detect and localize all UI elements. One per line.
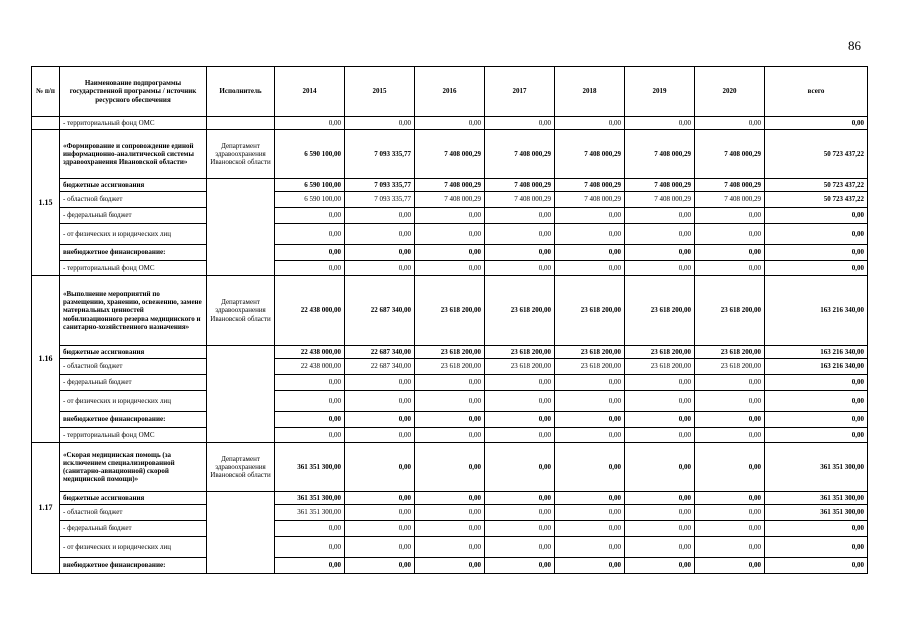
- funding-source-label: - областной бюджет: [60, 359, 207, 375]
- value-cell: 0,00: [345, 391, 415, 412]
- value-cell: 23 618 200,00: [625, 359, 695, 375]
- total-cell: 163 216 340,00: [765, 346, 868, 359]
- table-body: [32, 117, 868, 574]
- row-label: - территориальный фонд ОМС: [60, 117, 207, 130]
- total-cell: 361 351 300,00: [765, 443, 868, 492]
- value-cell: 23 618 200,00: [625, 346, 695, 359]
- value-cell: 23 618 200,00: [485, 276, 555, 346]
- value-cell: 0,00: [695, 428, 765, 443]
- value-cell: 0,00: [555, 537, 625, 558]
- value-cell: 0,00: [345, 375, 415, 391]
- value-cell: 6 590 100,00: [275, 179, 345, 192]
- value-cell: 7 408 000,29: [415, 192, 485, 208]
- total-cell: 0,00: [765, 208, 868, 224]
- value-cell: 7 408 000,29: [695, 130, 765, 179]
- table-row: [32, 224, 868, 245]
- header-num: № п/п: [32, 67, 60, 117]
- value-cell: 0,00: [485, 117, 555, 130]
- value-cell: 0,00: [625, 443, 695, 492]
- table-header-row: [32, 67, 868, 117]
- value-cell: 6 590 100,00: [275, 192, 345, 208]
- total-cell: 0,00: [765, 558, 868, 574]
- value-cell: 0,00: [415, 443, 485, 492]
- executor-cell: Департамент здравоохранения Ивановской области: [207, 443, 275, 492]
- header-year: 2018: [555, 67, 625, 117]
- value-cell: 0,00: [345, 224, 415, 245]
- value-cell: 0,00: [625, 261, 695, 276]
- total-cell: 0,00: [765, 428, 868, 443]
- executor-empty-cell: [207, 492, 275, 574]
- value-cell: 7 408 000,29: [625, 179, 695, 192]
- value-cell: 23 618 200,00: [485, 346, 555, 359]
- value-cell: 0,00: [345, 537, 415, 558]
- value-cell: 0,00: [695, 117, 765, 130]
- row-num-cell: [32, 117, 60, 130]
- total-cell: 0,00: [765, 261, 868, 276]
- table-row: [32, 359, 868, 375]
- value-cell: 0,00: [485, 492, 555, 505]
- value-cell: 22 687 340,00: [345, 346, 415, 359]
- value-cell: 23 618 200,00: [415, 346, 485, 359]
- value-cell: 0,00: [345, 412, 415, 428]
- value-cell: 0,00: [485, 412, 555, 428]
- value-cell: 0,00: [345, 443, 415, 492]
- value-cell: 7 408 000,29: [625, 192, 695, 208]
- value-cell: 0,00: [485, 224, 555, 245]
- executor-cell: Департамент здравоохранения Ивановской области: [207, 276, 275, 346]
- value-cell: 0,00: [485, 375, 555, 391]
- value-cell: 0,00: [345, 117, 415, 130]
- funding-source-label: - от физических и юридических лиц: [60, 537, 207, 558]
- header-total: всего: [765, 67, 868, 117]
- value-cell: 0,00: [555, 245, 625, 261]
- header-year: 2020: [695, 67, 765, 117]
- value-cell: 0,00: [695, 505, 765, 521]
- value-cell: 0,00: [345, 245, 415, 261]
- funding-source-label: бюджетные ассигнования: [60, 492, 207, 505]
- funding-source-label: - территориальный фонд ОМС: [60, 428, 207, 443]
- value-cell: 0,00: [485, 443, 555, 492]
- value-cell: 0,00: [485, 428, 555, 443]
- funding-source-label: - федеральный бюджет: [60, 521, 207, 537]
- value-cell: 0,00: [695, 537, 765, 558]
- value-cell: 0,00: [625, 208, 695, 224]
- table-row: [32, 558, 868, 574]
- executor-cell: [207, 117, 275, 130]
- value-cell: 6 590 100,00: [275, 130, 345, 179]
- subprogram-name: «Скорая медицинская помощь (за исключением специализированной (санитарно-авиационной) скорой медицинской помощи)»: [60, 443, 207, 492]
- value-cell: 7 408 000,29: [485, 130, 555, 179]
- value-cell: 23 618 200,00: [695, 346, 765, 359]
- value-cell: 0,00: [485, 537, 555, 558]
- value-cell: 0,00: [625, 375, 695, 391]
- value-cell: 23 618 200,00: [555, 276, 625, 346]
- value-cell: 7 093 335,77: [345, 130, 415, 179]
- value-cell: 0,00: [415, 521, 485, 537]
- value-cell: 7 408 000,29: [555, 192, 625, 208]
- value-cell: 0,00: [555, 224, 625, 245]
- value-cell: 7 408 000,29: [695, 179, 765, 192]
- value-cell: 0,00: [275, 117, 345, 130]
- value-cell: 361 351 300,00: [275, 492, 345, 505]
- value-cell: 0,00: [625, 492, 695, 505]
- header-year: 2015: [345, 67, 415, 117]
- table-row: [32, 245, 868, 261]
- executor-empty-cell: [207, 346, 275, 443]
- value-cell: 23 618 200,00: [415, 359, 485, 375]
- value-cell: 7 408 000,29: [415, 179, 485, 192]
- header-year: 2014: [275, 67, 345, 117]
- value-cell: 0,00: [485, 261, 555, 276]
- funding-source-label: - областной бюджет: [60, 192, 207, 208]
- value-cell: 0,00: [625, 428, 695, 443]
- value-cell: 0,00: [415, 428, 485, 443]
- value-cell: 0,00: [485, 391, 555, 412]
- value-cell: 22 687 340,00: [345, 276, 415, 346]
- subprogram-name: «Формирование и сопровождение единой информационно-аналитической системы здравоохранения Ивановской области»: [60, 130, 207, 179]
- value-cell: 0,00: [485, 558, 555, 574]
- total-cell: 0,00: [765, 375, 868, 391]
- value-cell: 0,00: [555, 521, 625, 537]
- value-cell: 0,00: [625, 224, 695, 245]
- total-cell: 361 351 300,00: [765, 505, 868, 521]
- value-cell: 0,00: [695, 443, 765, 492]
- value-cell: 0,00: [275, 208, 345, 224]
- subprogram-row: [32, 276, 868, 346]
- total-cell: 0,00: [765, 412, 868, 428]
- value-cell: 0,00: [625, 521, 695, 537]
- table-row: [32, 346, 868, 359]
- value-cell: 7 408 000,29: [625, 130, 695, 179]
- value-cell: 7 093 335,77: [345, 192, 415, 208]
- value-cell: 0,00: [695, 492, 765, 505]
- value-cell: 0,00: [345, 208, 415, 224]
- table-row: [32, 492, 868, 505]
- value-cell: 0,00: [695, 375, 765, 391]
- value-cell: 0,00: [275, 224, 345, 245]
- value-cell: 23 618 200,00: [625, 276, 695, 346]
- value-cell: 0,00: [695, 412, 765, 428]
- value-cell: 7 408 000,29: [555, 179, 625, 192]
- budget-table: [31, 66, 868, 574]
- table-row: [32, 412, 868, 428]
- value-cell: 0,00: [275, 261, 345, 276]
- value-cell: 0,00: [415, 375, 485, 391]
- value-cell: 361 351 300,00: [275, 443, 345, 492]
- funding-source-label: - от физических и юридических лиц: [60, 391, 207, 412]
- table-row: [32, 428, 868, 443]
- table-row: [32, 261, 868, 276]
- value-cell: 7 408 000,29: [415, 130, 485, 179]
- value-cell: 7 408 000,29: [555, 130, 625, 179]
- value-cell: 22 438 000,00: [275, 346, 345, 359]
- funding-source-label: - федеральный бюджет: [60, 208, 207, 224]
- table-row: [32, 391, 868, 412]
- value-cell: 0,00: [275, 412, 345, 428]
- value-cell: 22 438 000,00: [275, 276, 345, 346]
- value-cell: 0,00: [415, 412, 485, 428]
- table-row: [32, 505, 868, 521]
- total-cell: 0,00: [765, 245, 868, 261]
- value-cell: 0,00: [415, 245, 485, 261]
- value-cell: 0,00: [275, 521, 345, 537]
- value-cell: 0,00: [695, 391, 765, 412]
- value-cell: 0,00: [555, 412, 625, 428]
- value-cell: 0,00: [485, 521, 555, 537]
- table-row: [32, 521, 868, 537]
- table-row: [32, 208, 868, 224]
- value-cell: 7 408 000,29: [695, 192, 765, 208]
- value-cell: 0,00: [555, 117, 625, 130]
- value-cell: 0,00: [415, 208, 485, 224]
- total-cell: 163 216 340,00: [765, 276, 868, 346]
- total-cell: 0,00: [765, 521, 868, 537]
- total-cell: 50 723 437,22: [765, 192, 868, 208]
- page-number: 86: [848, 38, 861, 53]
- total-cell: 0,00: [765, 224, 868, 245]
- value-cell: 0,00: [555, 261, 625, 276]
- value-cell: 7 408 000,29: [485, 192, 555, 208]
- header-name: Наименование подпрограммы государственной программы / источник ресурсного обеспечения: [60, 67, 207, 117]
- value-cell: 0,00: [695, 245, 765, 261]
- value-cell: 0,00: [695, 224, 765, 245]
- value-cell: 0,00: [625, 391, 695, 412]
- subprogram-name: «Выполнение мероприятий по размещению, хранению, освежению, замене материальных ценностей мобилизационного резерва медицинского и санитарно-хозяйственного назначения»: [60, 276, 207, 346]
- total-cell: 0,00: [765, 117, 868, 130]
- total-cell: 361 351 300,00: [765, 492, 868, 505]
- value-cell: 0,00: [555, 391, 625, 412]
- value-cell: 0,00: [345, 492, 415, 505]
- funding-source-label: - федеральный бюджет: [60, 375, 207, 391]
- value-cell: 0,00: [555, 375, 625, 391]
- value-cell: 0,00: [345, 505, 415, 521]
- row-number: 1.17: [32, 443, 60, 574]
- value-cell: 0,00: [415, 224, 485, 245]
- value-cell: 0,00: [415, 261, 485, 276]
- value-cell: 0,00: [275, 245, 345, 261]
- value-cell: 0,00: [415, 505, 485, 521]
- value-cell: 0,00: [485, 208, 555, 224]
- total-cell: 163 216 340,00: [765, 359, 868, 375]
- executor-cell: Департамент здравоохранения Ивановской области: [207, 130, 275, 179]
- value-cell: 0,00: [625, 245, 695, 261]
- value-cell: 0,00: [555, 208, 625, 224]
- value-cell: 0,00: [345, 428, 415, 443]
- value-cell: 23 618 200,00: [695, 276, 765, 346]
- value-cell: 361 351 300,00: [275, 505, 345, 521]
- value-cell: 0,00: [555, 558, 625, 574]
- value-cell: 0,00: [415, 391, 485, 412]
- funding-source-label: - от физических и юридических лиц: [60, 224, 207, 245]
- value-cell: 0,00: [275, 391, 345, 412]
- value-cell: 0,00: [625, 412, 695, 428]
- value-cell: 23 618 200,00: [555, 359, 625, 375]
- funding-source-label: - территориальный фонд ОМС: [60, 261, 207, 276]
- value-cell: 0,00: [485, 505, 555, 521]
- value-cell: 0,00: [275, 375, 345, 391]
- value-cell: 0,00: [555, 505, 625, 521]
- value-cell: 0,00: [485, 245, 555, 261]
- header-executor: Исполнитель: [207, 67, 275, 117]
- table-row: [32, 117, 868, 130]
- row-number: 1.15: [32, 130, 60, 276]
- value-cell: 0,00: [415, 492, 485, 505]
- value-cell: 0,00: [345, 521, 415, 537]
- funding-source-label: внебюджетное финансирование:: [60, 412, 207, 428]
- value-cell: 0,00: [695, 521, 765, 537]
- total-cell: 50 723 437,22: [765, 179, 868, 192]
- value-cell: 23 618 200,00: [485, 359, 555, 375]
- value-cell: 23 618 200,00: [695, 359, 765, 375]
- value-cell: 7 408 000,29: [485, 179, 555, 192]
- executor-empty-cell: [207, 179, 275, 276]
- value-cell: 0,00: [415, 558, 485, 574]
- value-cell: 0,00: [275, 537, 345, 558]
- value-cell: 23 618 200,00: [555, 346, 625, 359]
- table-row: [32, 179, 868, 192]
- value-cell: 0,00: [275, 428, 345, 443]
- value-cell: 0,00: [555, 428, 625, 443]
- value-cell: 0,00: [275, 558, 345, 574]
- value-cell: 0,00: [625, 117, 695, 130]
- total-cell: 0,00: [765, 537, 868, 558]
- value-cell: 0,00: [555, 443, 625, 492]
- subprogram-row: [32, 130, 868, 179]
- table-row: [32, 537, 868, 558]
- table-row: [32, 192, 868, 208]
- value-cell: 0,00: [625, 537, 695, 558]
- total-cell: 0,00: [765, 391, 868, 412]
- value-cell: 22 438 000,00: [275, 359, 345, 375]
- total-cell: 50 723 437,22: [765, 130, 868, 179]
- subprogram-row: [32, 443, 868, 492]
- value-cell: 23 618 200,00: [415, 276, 485, 346]
- header-year: 2016: [415, 67, 485, 117]
- value-cell: 0,00: [345, 261, 415, 276]
- value-cell: 7 093 335,77: [345, 179, 415, 192]
- value-cell: 0,00: [695, 558, 765, 574]
- header-year: 2019: [625, 67, 695, 117]
- funding-source-label: - областной бюджет: [60, 505, 207, 521]
- value-cell: 0,00: [625, 558, 695, 574]
- value-cell: 0,00: [695, 261, 765, 276]
- table-row: [32, 375, 868, 391]
- row-number: 1.16: [32, 276, 60, 443]
- funding-source-label: внебюджетное финансирование:: [60, 245, 207, 261]
- value-cell: 0,00: [625, 505, 695, 521]
- value-cell: 0,00: [415, 537, 485, 558]
- header-year: 2017: [485, 67, 555, 117]
- value-cell: 0,00: [555, 492, 625, 505]
- funding-source-label: бюджетные ассигнования: [60, 179, 207, 192]
- value-cell: 22 687 340,00: [345, 359, 415, 375]
- value-cell: 0,00: [695, 208, 765, 224]
- value-cell: 0,00: [345, 558, 415, 574]
- value-cell: 0,00: [415, 117, 485, 130]
- funding-source-label: бюджетные ассигнования: [60, 346, 207, 359]
- funding-source-label: внебюджетное финансирование:: [60, 558, 207, 574]
